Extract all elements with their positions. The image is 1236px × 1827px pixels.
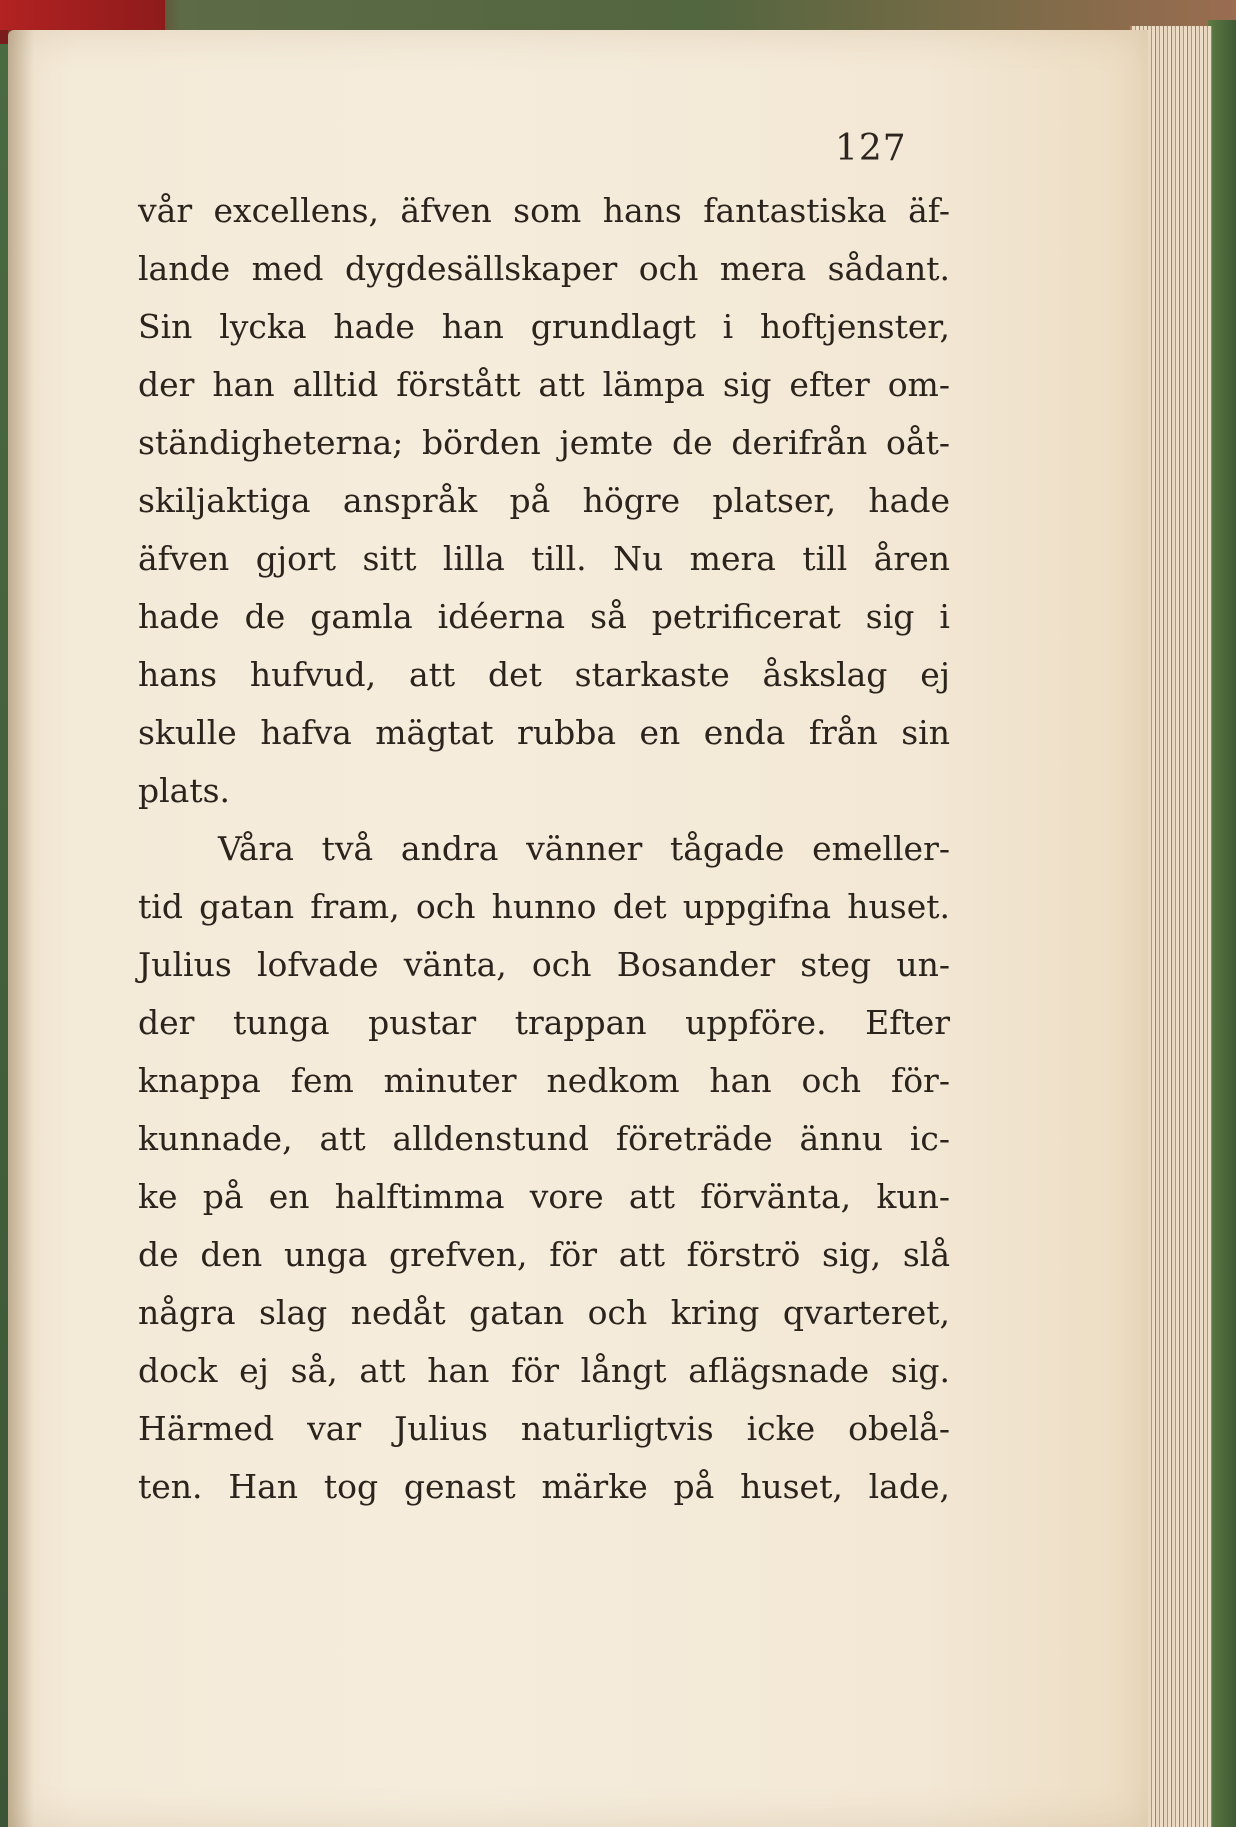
text-line: tid gatan fram, och hunno det uppgifna huset. bbox=[138, 887, 950, 926]
text-line: skulle hafva mägtat rubba en enda från sin bbox=[138, 713, 950, 752]
text-line: de den unga grefven, för att förströ sig, slå bbox=[138, 1235, 950, 1274]
red-binding-tab bbox=[0, 0, 165, 30]
text-line: lande med dygdesällskaper och mera sådant. bbox=[138, 249, 950, 288]
text-line: hade de gamla idéerna så petrificerat sig i bbox=[138, 597, 950, 636]
text-line: vår excellens, äfven som hans fantastiska äf- bbox=[138, 191, 950, 230]
page-number: 127 bbox=[835, 128, 907, 169]
text-line: ke på en halftimma vore att förvänta, kun- bbox=[138, 1177, 950, 1216]
text-line: dock ej så, att han för långt aflägsnade sig. bbox=[138, 1351, 950, 1390]
text-line: äfven gjort sitt lilla till. Nu mera till åren bbox=[138, 539, 950, 578]
text-line: ständigheterna; börden jemte de derifrån oåt- bbox=[138, 423, 950, 462]
text-line: der tunga pustar trappan uppföre. Efter bbox=[138, 1003, 950, 1042]
text-line: Sin lycka hade han grundlagt i hoftjenster, bbox=[138, 307, 950, 346]
book-cover-edge bbox=[1208, 20, 1236, 1827]
body-text bbox=[138, 182, 950, 1516]
page-gutter-shadow bbox=[8, 30, 34, 1827]
text-line: plats. bbox=[138, 771, 231, 810]
text-line: der han alltid förstått att lämpa sig efter om- bbox=[138, 365, 950, 404]
text-line: skiljaktiga anspråk på högre platser, hade bbox=[138, 481, 950, 520]
text-line: Julius lofvade vänta, och Bosander steg un- bbox=[138, 945, 950, 984]
text-line: Härmed var Julius naturligtvis icke obelå- bbox=[138, 1409, 950, 1448]
text-line: hans hufvud, att det starkaste åskslag ej bbox=[138, 655, 950, 694]
text-line: ten. Han tog genast märke på huset, lade, bbox=[138, 1467, 950, 1506]
text-line: kunnade, att alldenstund företräde ännu ic- bbox=[138, 1119, 950, 1158]
text-line: knappa fem minuter nedkom han och för- bbox=[138, 1061, 950, 1100]
text-line: några slag nedåt gatan och kring qvarteret, bbox=[138, 1293, 950, 1332]
text-line: Våra två andra vänner tågade emeller- bbox=[218, 829, 950, 868]
